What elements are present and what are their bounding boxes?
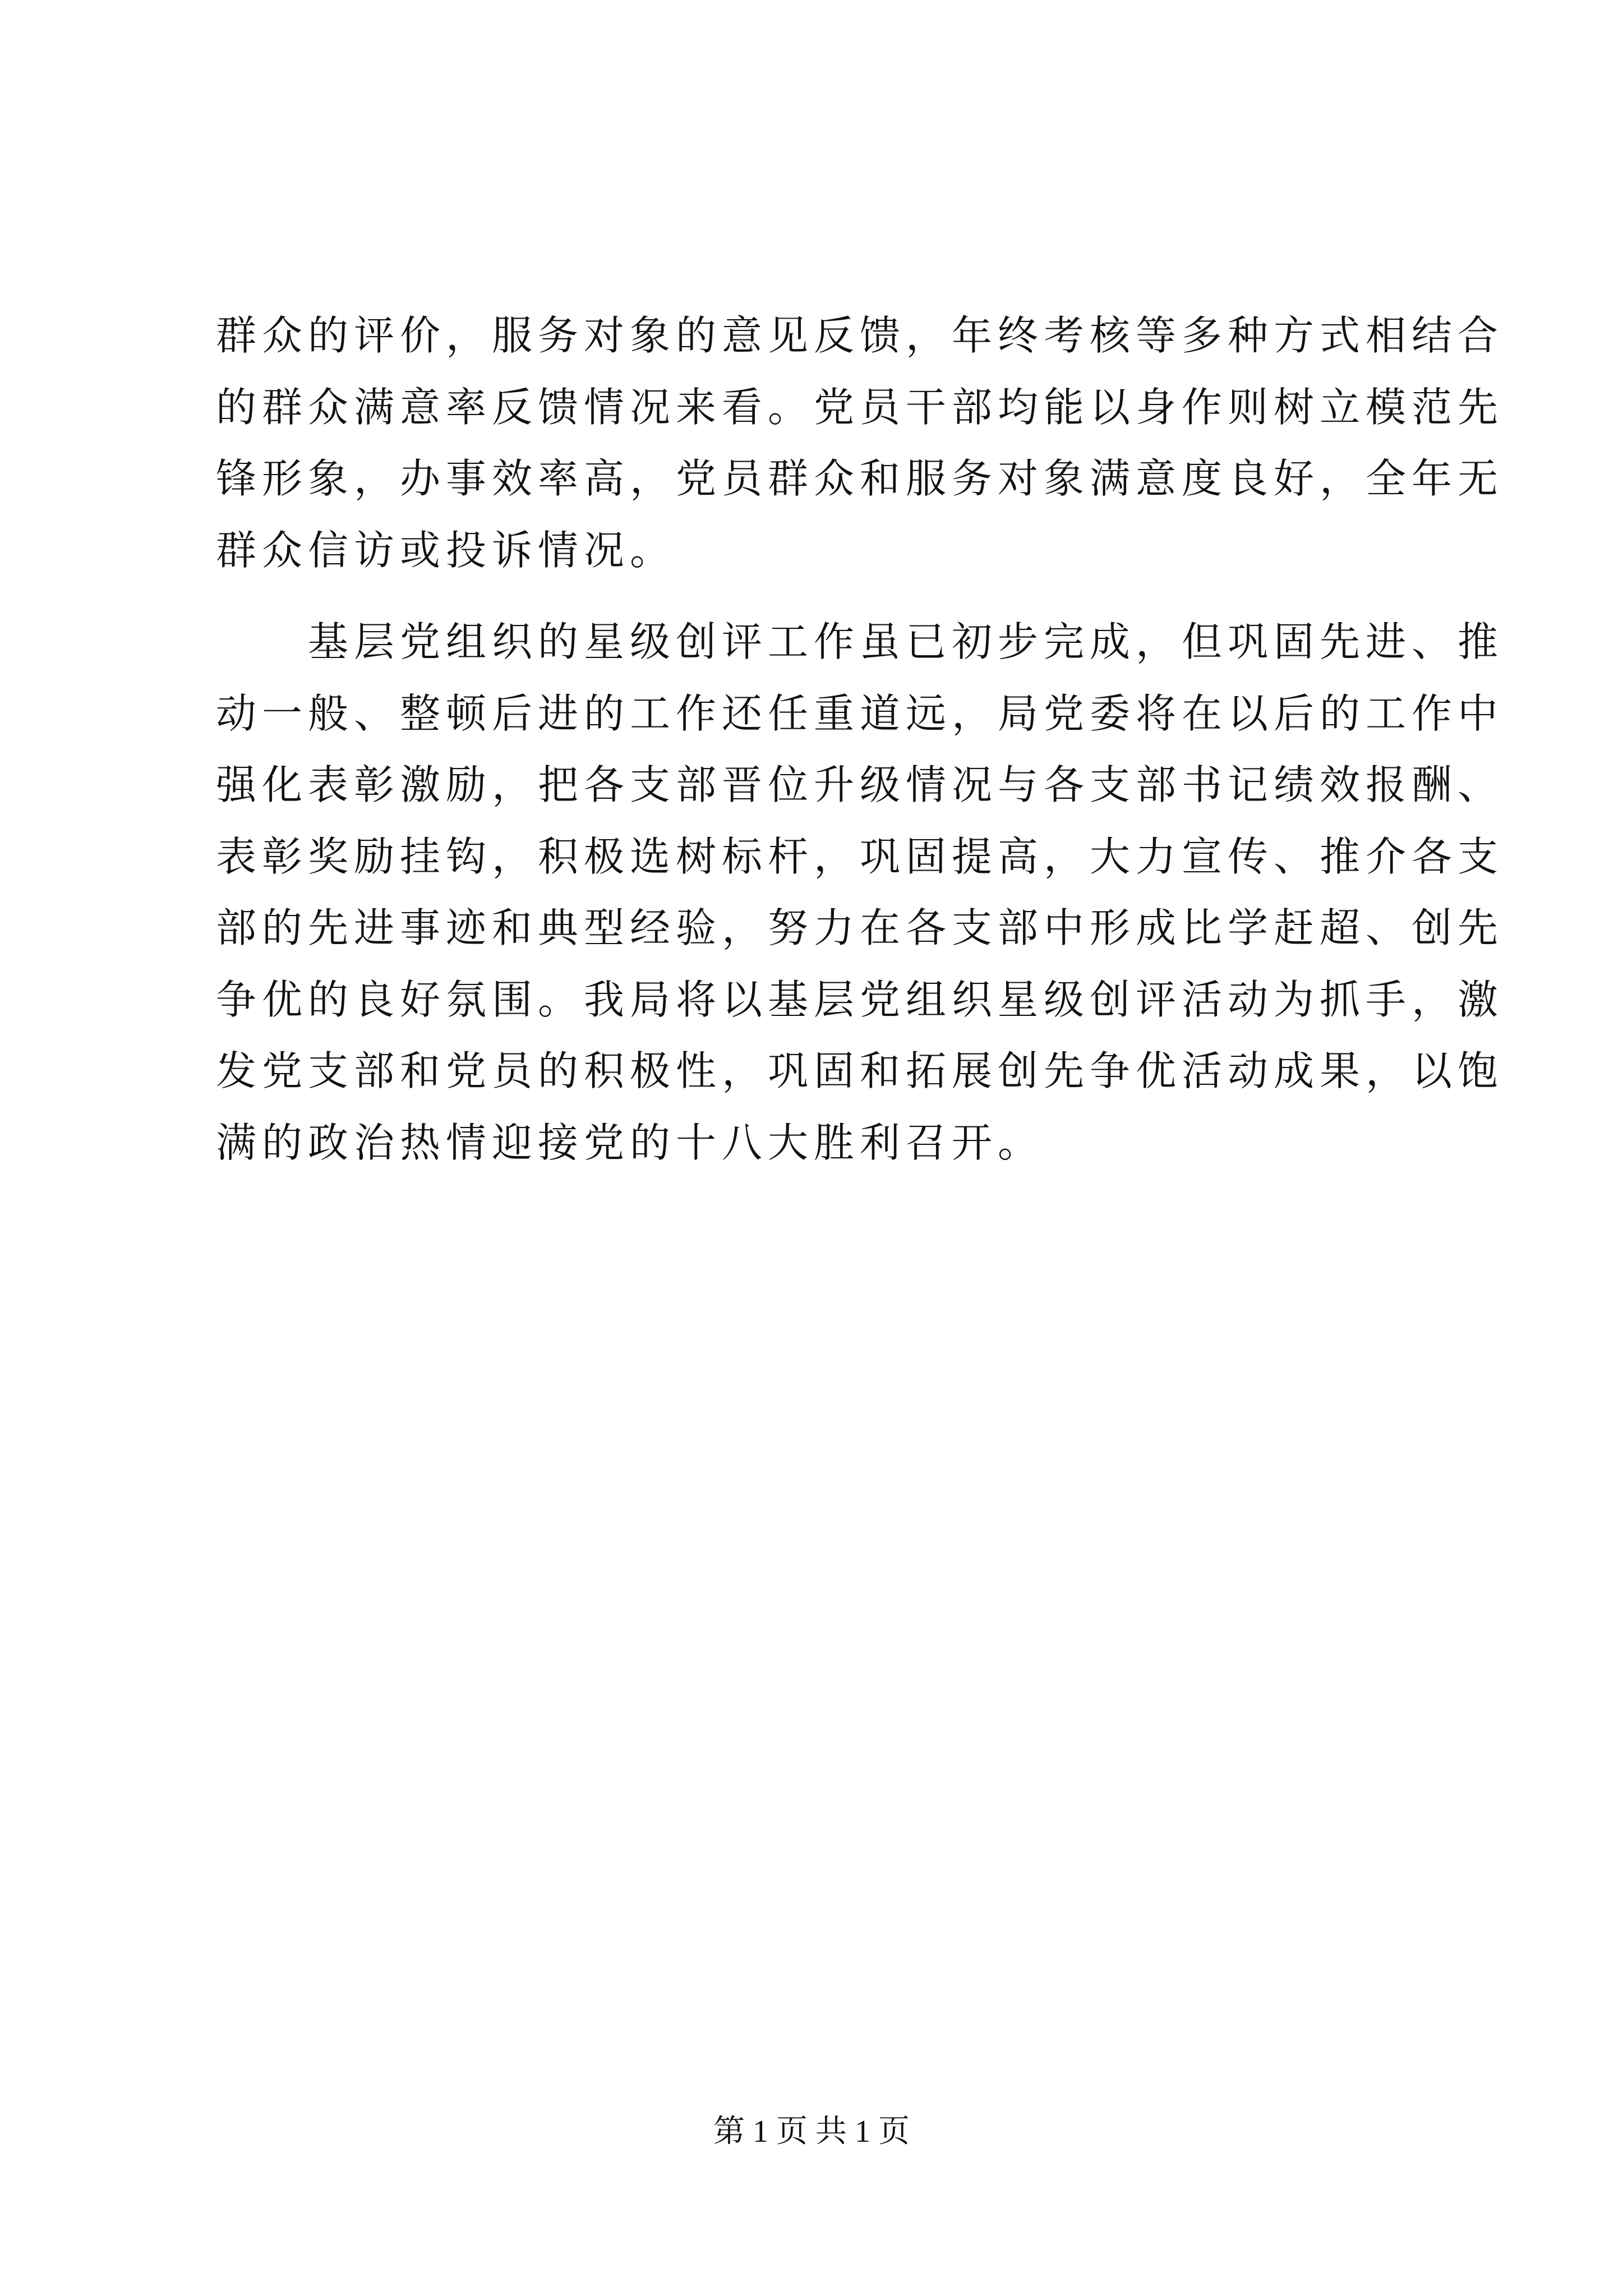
text-line: 群众信访或投诉情况。	[216, 526, 676, 574]
document-body	[216, 300, 1504, 1179]
paragraph	[216, 606, 1504, 1179]
paragraph-spacing	[216, 586, 1427, 606]
text-line: 基层党组织的星级创评工作虽已初步完成，但巩固先进、推	[216, 618, 1504, 665]
paragraph	[216, 300, 1504, 586]
text-line: 表彰奖励挂钩，积极选树标杆，巩固提高，大力宣传、推介各支	[216, 832, 1504, 880]
text-line: 群众的评价，服务对象的意见反馈，年终考核等多种方式相结合	[216, 312, 1504, 359]
page-footer	[0, 2112, 1623, 2151]
text-line: 强化表彰激励，把各支部晋位升级情况与各支部书记绩效报酬、	[216, 761, 1504, 808]
text-line: 争优的良好氛围。我局将以基层党组织星级创评活动为抓手，激	[216, 976, 1504, 1023]
text-line: 锋形象，办事效率高，党员群众和服务对象满意度良好，全年无	[216, 455, 1504, 502]
text-line: 部的先进事迹和典型经验，努力在各支部中形成比学赶超、创先	[216, 904, 1504, 951]
text-line: 的群众满意率反馈情况来看。党员干部均能以身作则树立模范先	[216, 383, 1504, 431]
text-line: 满的政治热情迎接党的十八大胜利召开。	[216, 1119, 1044, 1166]
text-line: 动一般、整顿后进的工作还任重道远，局党委将在以后的工作中	[216, 689, 1504, 737]
text-line: 发党支部和党员的积极性，巩固和拓展创先争优活动成果，以饱	[216, 1047, 1504, 1094]
page-number-label: 第 1 页 共 1 页	[713, 2114, 910, 2149]
